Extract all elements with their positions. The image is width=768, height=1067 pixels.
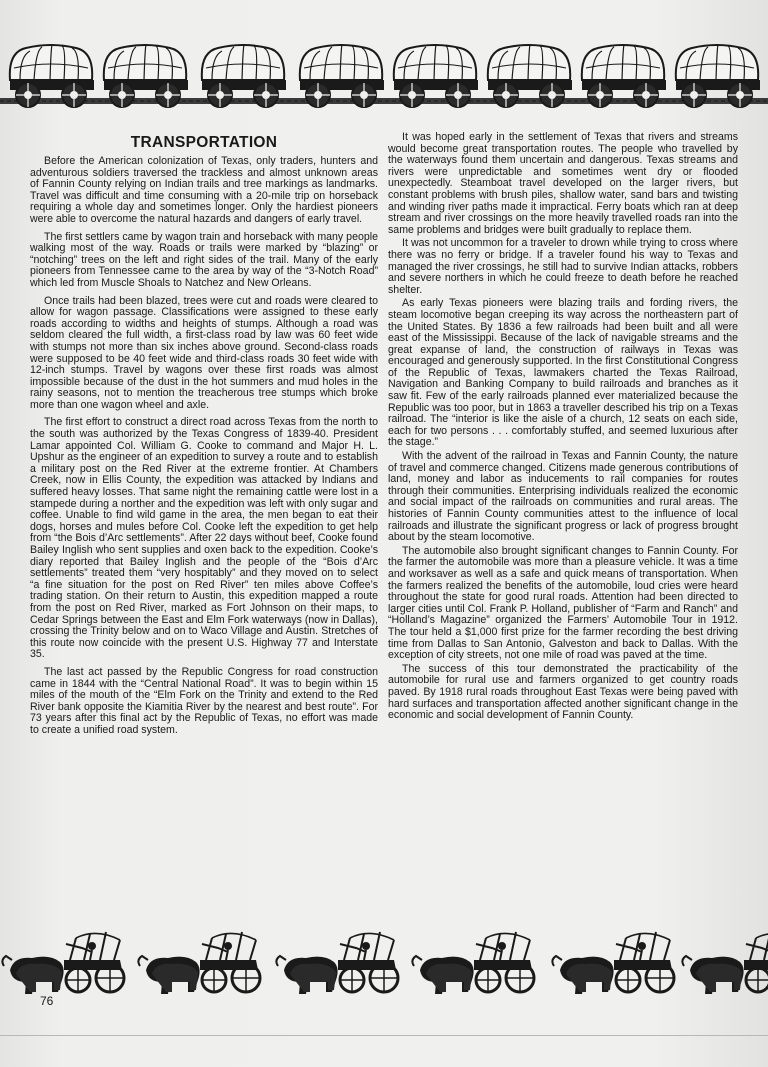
article-title: TRANSPORTATION: [130, 134, 278, 151]
paragraph: It was hoped early in the settlement of Texas that rivers and streams would become great transportation routes. The people who travelled by the waterways found them uncertain and dangerous. Texas streams and rivers were unpredictable and sometimes went dry or flooded unexpectedly. Steamboat travel developed on the larger rivers, but constant problems with brush piles, shallow water, sand bars and twisting and winding river paths made it impractical. Ferry boats which ran at deep stream and river crossings on the more heavily travelled roads ran into the same problems and bridges were built gradually to replace them.: [388, 131, 738, 236]
paragraph: The automobile also brought significant changes to Fannin County. For the farmer the automobile was more than a pleasure vehicle. It was a time and worksaver as well as a safe and quick means of transportation. When the farmers realized the benefits of the automobile, loud cries were heard throughout the state for good rural roads. Attention had been directed to larger cities until Col. Frank P. Holland, publisher of “Farm and Ranch” and “Holland’s Magazine” organized the Farmers’ Automobile Tour in 1912. The tour held a $1,000 first prize for the farmer recording the best driving time from Dallas to San Antonio, Galveston and back to Dallas. With the exception of city streets, not one mile of road was paved at the time.: [388, 544, 738, 662]
paragraph: Before the American colonization of Texas, only traders, hunters and adventurous soldiers traversed the trackless and almost unknown areas of Fannin County relying on Indian trails and tree markings as landmarks. Travel was difficult and time consuming with a 20-mile trip on horseback requiring a whole day and sometimes longer. Only the hardiest pioneers were able to overcome the natural hazards and dangers of early travel.: [30, 155, 378, 225]
paragraph: The first effort to construct a direct road across Texas from the north to the south was authorized by the Texas Congress of 1839-40. President Lamar appointed Col. William G. Cooke to command and Major H. L. Upshur as the engineer of an expedition to survey a route and to establish a military post on the Red River at the extreme frontier. At Chambers Creek, now in Ellis County, the expedition was attacked by Indians and suffered heavy losses. That same night the remaining cattle were lost in a stampede during a norther and the expedition was left with only sugar and coffee. Unable to find wild game in the area, the men began to eat their dogs, horses and mules before Col. Cooke left the expedition to get help from “the Bois d’Arc settlements”. After 22 days without beef, Cooke found Bailey Inglish who sent supplies and oxen back to the expedition. Cooke’s diary reported that Bailey Inglish and the people of the “Bois d’Arc settlements” treated them “very hospitably” and they moved on to select “a fine situation for the post on Red River” ten miles above Coffee’s trading station. On their return to Austin, this expedition mapped a route from the post on Red River, marked as Fort Johnson on their maps, to Cedar Springs between the East and Elm Fork waterways (now in Dallas), crossing the Trinity below and on to Waco Village and Austin. Stretches of this route now coincide with the present U.S. Highway 77 and Interstate 35.: [30, 416, 378, 661]
ox-wagon-icon: [552, 932, 674, 994]
right-column: [388, 132, 738, 724]
paragraph: It was not uncommon for a traveler to drown while trying to cross where there was no ferry or bridge. If a traveler found his way to Texas and managed the river crossings, he still had to survive Indian attacks, robbers and severe northers in which he could freeze to death before he reached shelter.: [388, 237, 738, 296]
ox-wagon-icon: [138, 932, 260, 994]
page-number: 76: [40, 994, 54, 1008]
covered-wagon-icon: [394, 45, 478, 107]
covered-wagon-icon: [676, 45, 760, 107]
covered-wagon-icon: [488, 45, 572, 107]
covered-wagon-band: [0, 38, 768, 112]
ox-wagon-icon: [682, 932, 768, 994]
left-column: [30, 130, 378, 743]
ox-wagon-icon: [412, 932, 534, 994]
paragraph: With the advent of the railroad in Texas and Fannin County, the nature of travel and commerce changed. Citizens made generous contributions of land, money and labor as inducements to rail companies for routes through their communities. Enterprising individuals realized the economic and social impact of the railroads on communities and rural areas. The histories of Fannin County communities attest to the influence of local railroads and illustrate the significant progress or lack of progress brought about by the steam locomotive.: [388, 450, 738, 544]
paragraph: The success of this tour demonstrated the practicability of the automobile for rural use and farmers organized to get country roads paved. By 1918 rural roads throughout East Texas were being paved with hard surfaces and transportation affected another significant change in the economic and social development of Fannin County.: [388, 662, 738, 722]
ox-wagon-icon: [2, 932, 124, 994]
covered-wagon-icon: [104, 45, 188, 107]
covered-wagon-icon: [202, 45, 286, 107]
paragraph: The last act passed by the Republic Congress for road construction came in 1844 with the “Central National Road”. It was to begin within 15 miles of the mouth of the “Elm Fork on the Trinity and extend to the Red River bank opposite the Kiamitia River by the nearest and best route”. For 73 years after this final act by the Republic of Texas, no effort was made to create a unified road system.: [30, 665, 378, 736]
ox-wagon-icon: [276, 932, 398, 994]
paragraph: Once trails had been blazed, trees were cut and roads were cleared to allow for wagon passage. Classifications were assigned to these early roads according to widths and heights of stumps. Although a road was seldom cleared the full width, a first-class road by law was 60 feet wide with stumps not more than six inches above ground. Second-class roads were supposed to be 40 feet wide and third-class roads 30 feet wide with 12-inch stumps. Travel by wagons over these first roads was almost impossible because of the dust in the hot summers and mud holes in the rainy seasons, not to mention the treacherous tree stumps which broke more than one wagon wheel and axle.: [30, 294, 378, 411]
paragraph: As early Texas pioneers were blazing trails and fording rivers, the steam locomotive began creeping its way across the northeastern part of the United States. By 1836 a few railroads had been built and all were east of the Mississippi. Because of the lack of navigable streams and the great expanse of land, the construction of railways in Texas was encouraged and generously supported. In the first Constitutional Congress of the Republic of Texas, lawmakers charted the Texas Railroad, Navigation and Banking Company to build railroads and branches as it saw fit. Few of the early railroads planned ever materialized because the Republic was too poor, but in 1863 a traveller described his trip on a Texas railroad. The “interior is like the aisle of a church, 12 seats on each side, each for two persons . . . comfortably stuffed, and seemed luxurious after the stage.”: [388, 297, 738, 449]
ox-wagon-band: [0, 918, 768, 1008]
page-fold-divider: [0, 1035, 768, 1036]
paragraph: The first settlers came by wagon train and horseback with many people walking most of the way. Roads or trails were marked by “blazing” or “notching” trees on the left and right sides of the trail. Many of the early pioneers from Tennessee came to the area by way of the “3-Notch Road” which led from Muscle Shoals to Natchez and New Orleans.: [30, 230, 378, 289]
covered-wagon-icon: [10, 45, 94, 107]
covered-wagon-icon: [582, 45, 666, 107]
covered-wagon-icon: [300, 45, 384, 107]
